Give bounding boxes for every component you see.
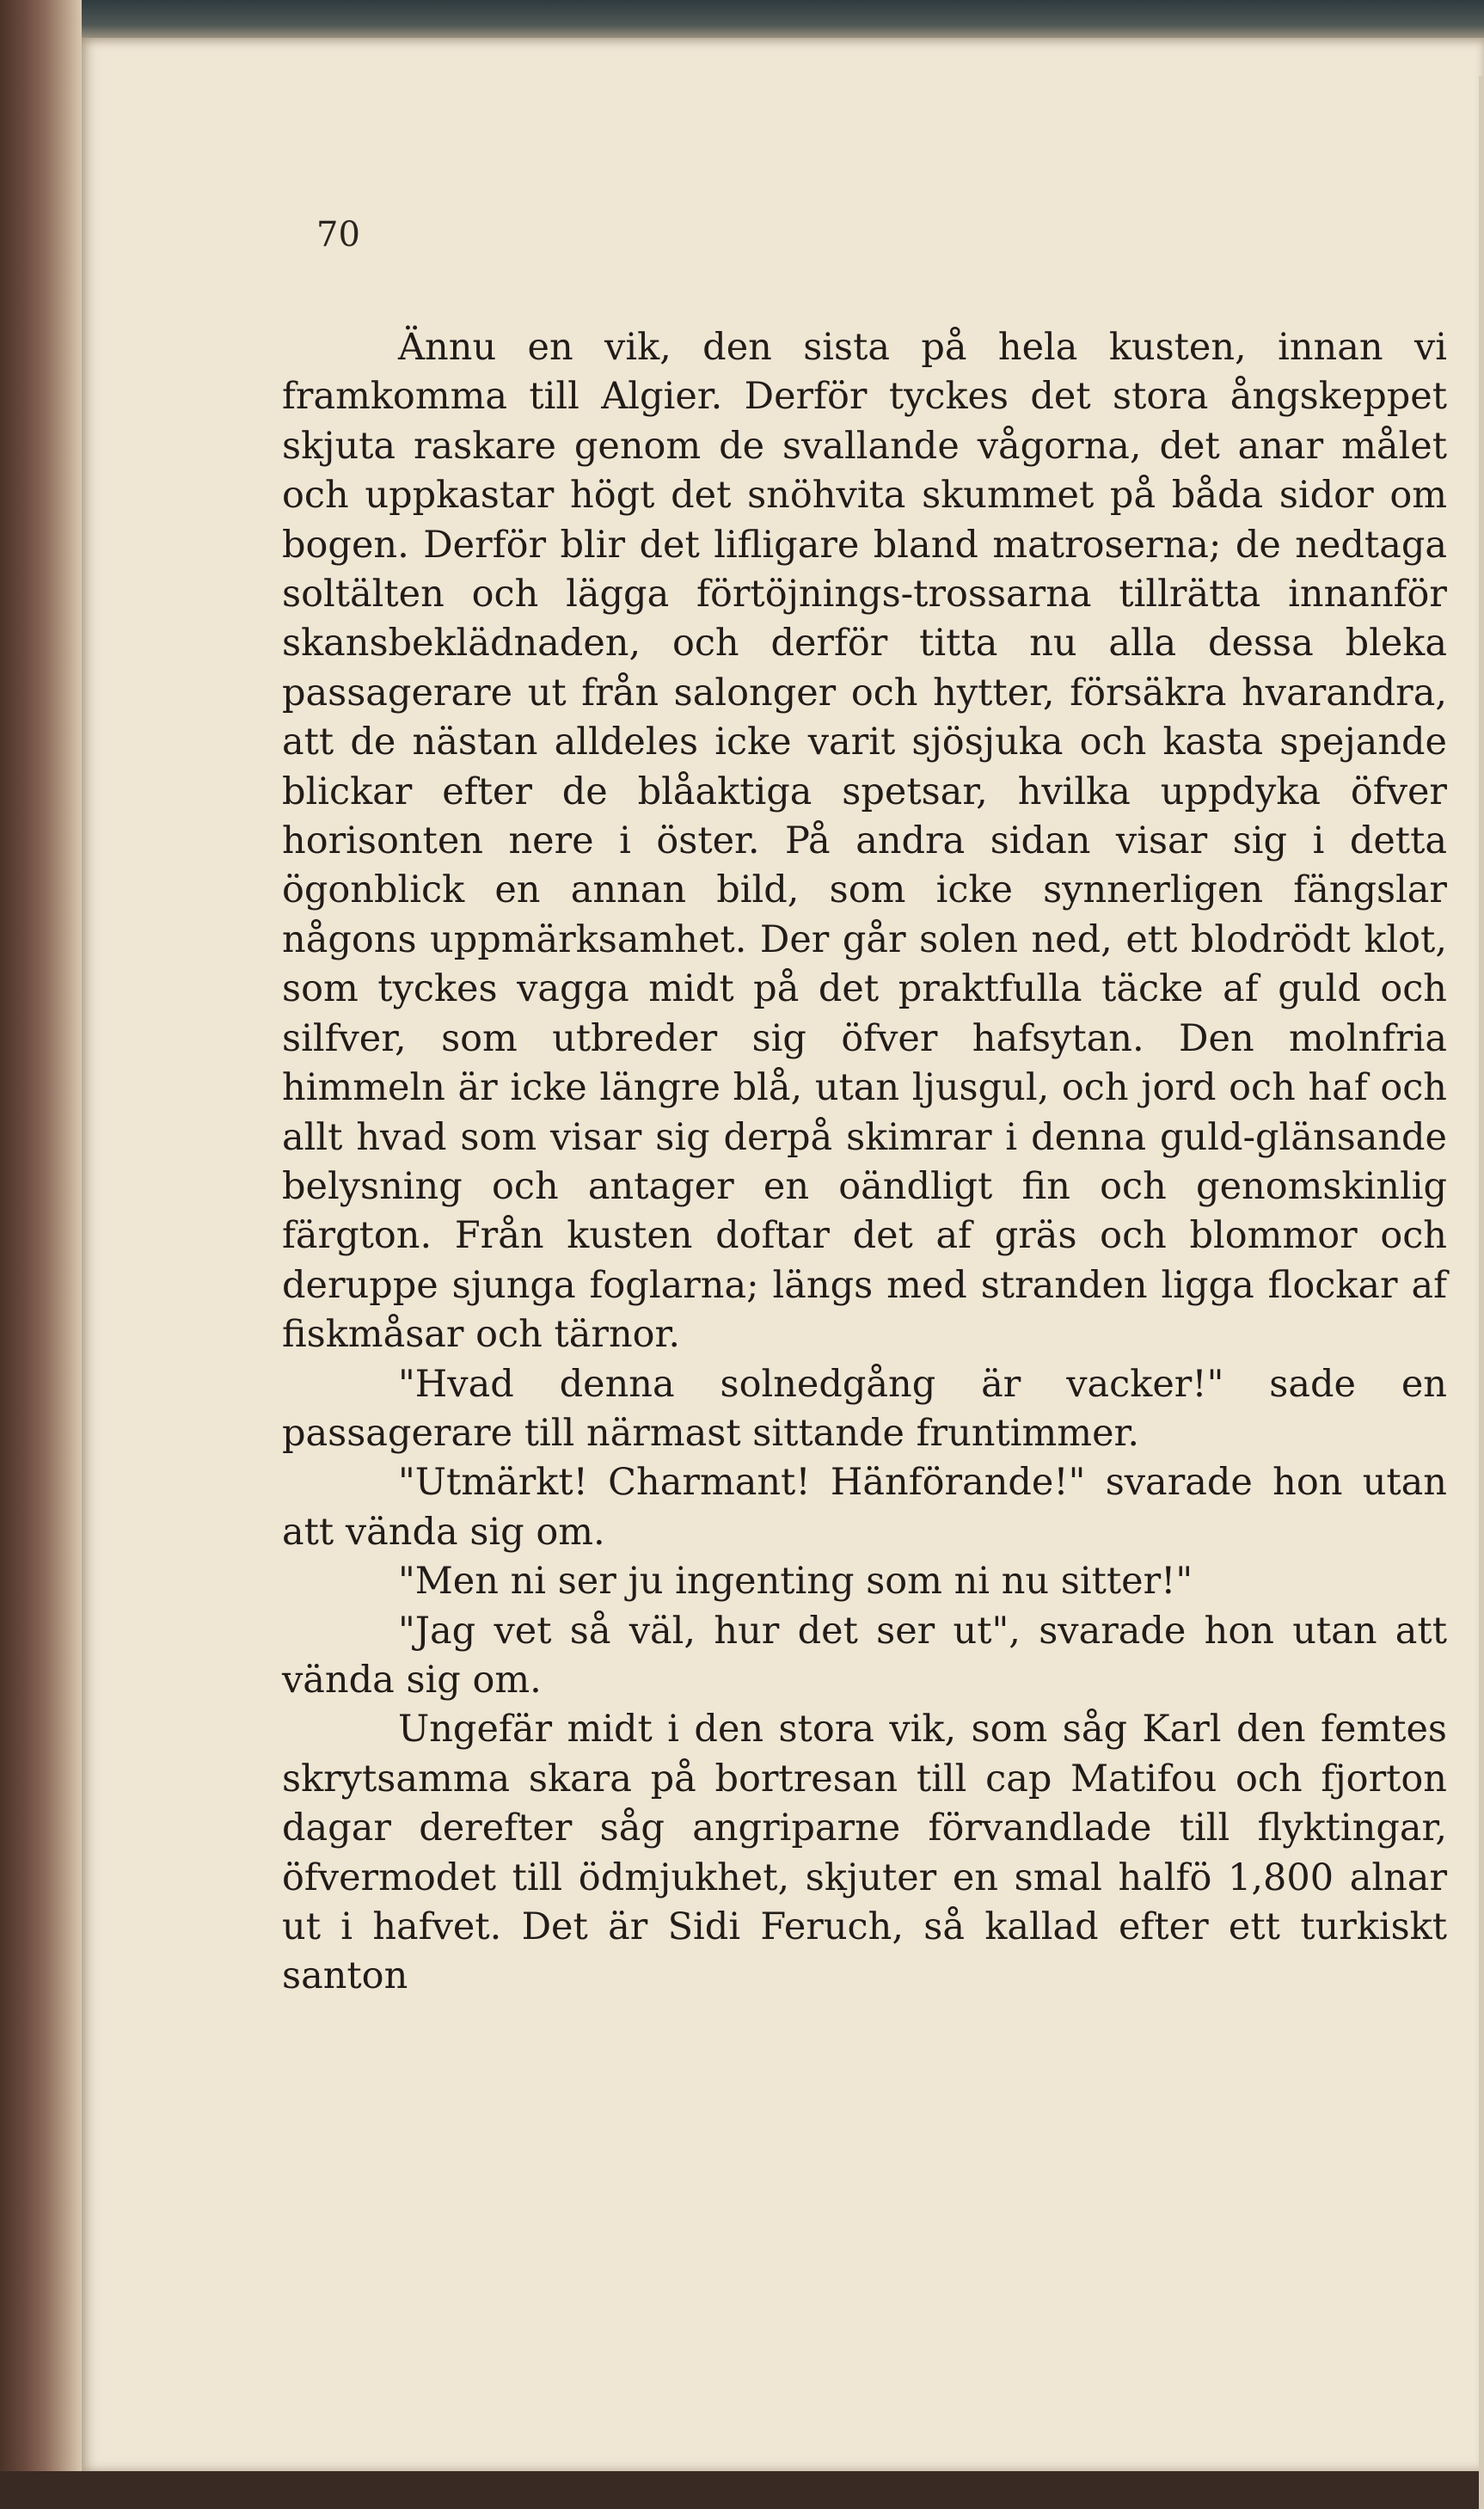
paragraph-2: "Hvad denna solnedgång är vacker!" sade en passagerare till närmast sittande fruntimmer.: [282, 1362, 1447, 1455]
paragraph-3: "Utmärkt! Charmant! Hänförande!" svarade hon utan att vända sig om.: [282, 1461, 1447, 1554]
paragraph-6: Ungefär midt i den stora vik, som såg Karl den femtes skrytsamma skara på bortresan till cap Matifou och fjorton dagar derefter såg angriparne förvandlade till flyktingar, öfvermodet till ödmjukhet, skjuter en smal halfö 1,800 alnar ut i hafvet. Det är Sidi Feruch, så kallad efter ett turkiskt santon: [282, 1708, 1447, 1998]
page-edge: [1479, 76, 1484, 2509]
paragraph-1: Ännu en vik, den sista på hela kusten, innan vi framkomma till Algier. Derför tyckes det stora ångskeppet skjuta raskare genom de svallande vågorna, det anar målet och uppkastar högt det snöhvita skummet på båda sidor om bogen. Derför blir det lifligare bland matroserna; de nedtaga soltälten och lägga förtöjnings-trossarna tillrätta innanför skansbeklädnaden, och derför titta nu alla dessa bleka passagerare ut från salonger och hytter, försäkra hvarandra, att de nästan alldeles icke varit sjösjuka och kasta spejande blickar efter de blåaktiga spetsar, hvilka uppdyka öfver horisonten nere i öster. På andra sidan visar sig i detta ögonblick en annan bild, som icke synnerligen fängslar någons uppmärksamhet. Der går solen ned, ett blodrödt klot, som tyckes vagga midt på det praktfulla täcke af guld och silfver, som utbreder sig öfver hafsytan. Den molnfria himmeln är icke längre blå, utan ljusgul, och jord och haf och allt hvad som visar sig derpå skimrar i denna guld-glänsande belysning och antager en oändligt fin och genomskinlig färgton. Från kusten doftar det af gräs och blommor och deruppe sjunga foglarna; längs med stranden ligga flockar af fiskmåsar och tärnor.: [282, 326, 1447, 1357]
book-top-edge: [0, 0, 1484, 41]
book-binding: [0, 0, 82, 2471]
page-number: 70: [316, 215, 360, 255]
paragraph-5: "Jag vet så väl, hur det ser ut", svarade hon utan att vända sig om.: [282, 1609, 1447, 1702]
page-text: [282, 323, 1447, 2002]
paragraph-4: "Men ni ser ju ingenting som ni nu sitter!": [398, 1560, 1193, 1604]
